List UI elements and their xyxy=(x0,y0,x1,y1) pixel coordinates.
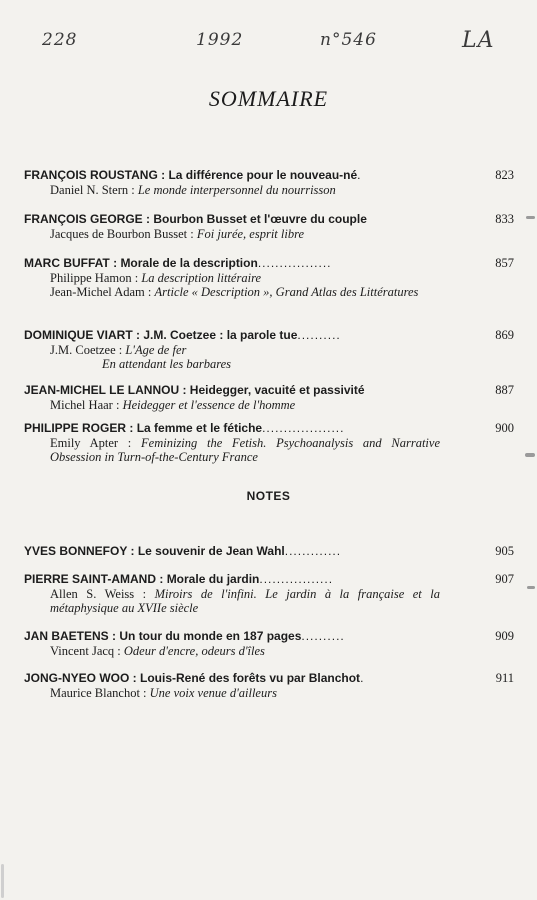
page-number: 900 xyxy=(495,421,514,435)
page-number: 907 xyxy=(495,572,514,586)
handwritten-year: 1992 xyxy=(196,30,244,50)
entry-heading: DOMINIQUE VIART : J.M. Coetzee : la parole tue.......... 869 xyxy=(24,328,514,342)
ref-work: Une voix venue d'ailleurs xyxy=(149,686,277,700)
entry-reference: Vincent Jacq : Odeur d'encre, odeurs d'îles xyxy=(50,644,265,658)
ref-work: La description littéraire xyxy=(141,271,262,285)
leader-dots: ............. xyxy=(284,544,342,558)
ref-author-last: Weiss xyxy=(104,587,135,601)
page-title: SOMMAIRE xyxy=(208,86,329,111)
page-number: 869 xyxy=(495,328,514,342)
entry-author: FRANÇOIS GEORGE xyxy=(24,212,143,226)
entry-title: J.M. Coetzee : la parole tue xyxy=(143,328,298,342)
entry-title: Louis-René des forêts vu par Blanchot xyxy=(140,671,361,685)
entry-author: PIERRE SAINT-AMAND xyxy=(24,572,157,586)
entry-reference: Michel Haar : Heidegger et l'essence de l'homme xyxy=(50,398,296,412)
entry-author: JAN BAETENS xyxy=(24,629,109,643)
ref-work: Miroirs de l'infini. Le jardin à la française et la métaphysique au XVIIe siècle xyxy=(50,587,440,615)
page-number: 905 xyxy=(495,544,514,558)
toc-entry[interactable] xyxy=(24,629,514,658)
handwritten-initials: LA xyxy=(462,28,495,53)
ref-work: Feminizing the Fetish. Psychoanalysis and Narrative Obsession in Turn-of-the-Century France xyxy=(50,436,441,464)
leader-dots: .......... xyxy=(301,629,345,643)
page-number: 909 xyxy=(495,629,514,643)
notes-heading: NOTES xyxy=(246,489,291,503)
entry-author: YVES BONNEFOY xyxy=(24,544,128,558)
entry-heading: PIERRE SAINT-AMAND : Morale du jardin................. 907 xyxy=(24,572,514,586)
ref-author-first: Vincent xyxy=(50,644,89,658)
leader-dots: .......... xyxy=(297,328,341,342)
entry-reference: Jacques de Bourbon Busset : Foi jurée, esprit libre xyxy=(50,227,305,241)
entry-title: Morale du jardin xyxy=(166,572,260,586)
page-number: 887 xyxy=(495,383,514,397)
entry-title: Bourbon Busset et l'œuvre du couple xyxy=(153,212,367,226)
toc-entry[interactable] xyxy=(24,383,514,412)
ref-author-first: Allen S. xyxy=(50,587,97,601)
toc-entry[interactable] xyxy=(24,572,514,615)
toc-entry[interactable] xyxy=(24,328,514,371)
ref-work: L'Age de fer xyxy=(125,343,187,357)
ref-work: Odeur d'encre, odeurs d'îles xyxy=(123,644,265,658)
leader-dots: . xyxy=(357,168,362,182)
entry-title: Le souvenir de Jean Wahl xyxy=(137,544,285,558)
entry-author: PHILIPPE ROGER xyxy=(24,421,127,435)
ref-author-last: Bourbon Busset xyxy=(106,227,188,241)
entry-reference: Emily Apter : Feminizing the Fetish. Psychoanalysis and Narrative Obsession in Turn-of-the-Century France xyxy=(50,436,441,464)
ref-author-first: J.M. xyxy=(50,343,73,357)
entry-author: MARC BUFFAT xyxy=(24,256,110,270)
ref-author-first: Michel xyxy=(50,398,86,412)
entry-heading: PHILIPPE ROGER : La femme et le fétiche................... 900 xyxy=(24,421,514,435)
ref-author-last: Stern xyxy=(101,183,129,197)
entry-title: Un tour du monde en 187 pages xyxy=(119,629,302,643)
scan-smudge xyxy=(1,864,4,898)
ref-author-first: Philippe xyxy=(50,271,92,285)
ref-work: Article « Description », Grand Atlas des Littératures xyxy=(154,285,419,299)
scan-smudge xyxy=(527,586,535,589)
entry-author: JONG-NYEO WOO xyxy=(24,671,130,685)
leader-dots: ................... xyxy=(262,421,345,435)
scan-smudge xyxy=(526,216,535,219)
ref-author-last: Coetzee xyxy=(75,343,116,357)
page-number: 833 xyxy=(495,212,514,226)
ref-author-last: Blanchot xyxy=(94,686,140,700)
ref-work: Heidegger et l'essence de l'homme xyxy=(122,398,296,412)
page-number: 857 xyxy=(495,256,514,270)
entry-heading: JAN BAETENS : Un tour du monde en 187 pages.......... 909 xyxy=(24,629,514,643)
toc-entry[interactable] xyxy=(24,671,514,700)
entry-title: La femme et le fétiche xyxy=(136,421,263,435)
toc-entry[interactable] xyxy=(24,212,514,241)
entry-author: JEAN-MICHEL LE LANNOU xyxy=(24,383,180,397)
ref-author-first: Maurice xyxy=(50,686,92,700)
scan-smudge xyxy=(525,453,535,457)
ref-author-last: Haar xyxy=(88,398,113,412)
ref-author-first: Jean-Michel xyxy=(50,285,112,299)
entry-reference: Allen S. Weiss : Miroirs de l'infini. Le jardin à la française et la métaphysique au XVIIe siècle xyxy=(50,587,440,615)
entry-reference: Maurice Blanchot : Une voix venue d'ailleurs xyxy=(50,686,277,700)
toc-entry[interactable] xyxy=(24,256,514,299)
ref-author-last: Jacq xyxy=(91,644,115,658)
page-number: 911 xyxy=(495,671,514,685)
toc-entry[interactable] xyxy=(24,421,514,464)
leader-dots: ................. xyxy=(259,572,334,586)
ref-author-last: Hamon xyxy=(94,271,132,285)
entry-heading: MARC BUFFAT : Morale de la description................. 857 xyxy=(24,256,514,270)
entry-heading: YVES BONNEFOY : Le souvenir de Jean Wahl............. 905 xyxy=(24,544,514,558)
entry-title: Morale de la description xyxy=(120,256,258,270)
ref-author-first: Emily xyxy=(50,436,81,450)
entry-reference: J.M. Coetzee : L'Age de fer En attendant les barbares xyxy=(50,343,440,371)
entry-reference: Philippe Hamon : La description littéraire Jean-Michel Adam : Article « Description », Grand Atlas des Littératures xyxy=(50,271,419,299)
entry-author: DOMINIQUE VIART xyxy=(24,328,133,342)
ref-author-last: Adam xyxy=(114,285,145,299)
ref-author-first: Jacques de xyxy=(50,227,104,241)
leader-dots: ................. xyxy=(257,256,332,270)
leader-dots: . xyxy=(360,671,365,685)
toc-entry[interactable] xyxy=(24,544,514,559)
entry-reference: Daniel N. Stern : Le monde interpersonnel du nourrisson xyxy=(50,183,336,197)
page-number: 823 xyxy=(495,168,514,182)
handwritten-issue: n°546 xyxy=(320,30,377,50)
entry-title: Heidegger, vacuité et passivité xyxy=(189,383,365,397)
entry-heading: FRANÇOIS GEORGE : Bourbon Busset et l'œuvre du couple 833 xyxy=(24,212,514,226)
ref-work: Le monde interpersonnel du nourrisson xyxy=(137,183,336,197)
toc-entry[interactable] xyxy=(24,168,514,197)
entry-heading: JEAN-MICHEL LE LANNOU : Heidegger, vacuité et passivité 887 xyxy=(24,383,514,397)
entry-heading: FRANÇOIS ROUSTANG : La différence pour le nouveau-né. 823 xyxy=(24,168,514,182)
entry-title: La différence pour le nouveau-né xyxy=(168,168,358,182)
entry-heading: JONG-NYEO WOO : Louis-René des forêts vu par Blanchot. 911 xyxy=(24,671,514,685)
ref-author-first: Daniel N. xyxy=(50,183,99,197)
handwritten-number: 228 xyxy=(42,30,78,50)
entry-author: FRANÇOIS ROUSTANG xyxy=(24,168,158,182)
ref-work: Foi jurée, esprit libre xyxy=(196,227,305,241)
ref-work: En attendant les barbares xyxy=(102,357,232,371)
ref-author-last: Apter xyxy=(89,436,119,450)
